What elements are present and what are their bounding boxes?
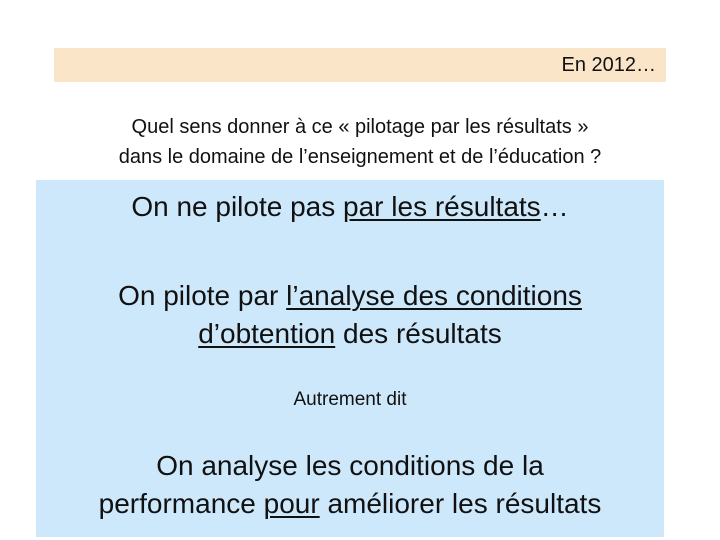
answer-panel (36, 180, 664, 537)
statement-one-underlined: par les résultats (343, 191, 541, 222)
date-banner-text: En 2012… (561, 53, 656, 76)
statement-two-line-1-before: On pilote par (118, 280, 287, 311)
statement-three-line-2-underlined: pour (263, 488, 320, 519)
question-block (0, 112, 720, 172)
statement-two-line-1-underlined: l’analyse des conditions (286, 280, 582, 311)
question-line-1: Quel sens donner à ce « pilotage par les résultats » (131, 116, 589, 138)
statement-three-line-1: On analyse les conditions de la (156, 450, 544, 481)
statement-two-line-1 (36, 277, 664, 315)
statement-two-line-2-underlined: d’obtention (198, 318, 336, 349)
statement-two (36, 277, 664, 353)
statement-three (36, 447, 664, 523)
statement-one-after: … (540, 191, 569, 222)
statement-two-line-2 (36, 315, 664, 353)
statement-three-line-2 (36, 485, 664, 523)
statement-three-line-2-before: performance (98, 488, 264, 519)
statement-one (36, 188, 664, 226)
aside-text: Autrement dit (293, 389, 407, 410)
statement-one-before: On ne pilote pas (131, 191, 344, 222)
question-line-2: dans le domaine de l’enseignement et de l’éducation ? (118, 146, 602, 168)
date-banner (54, 48, 666, 82)
statement-three-line-2-after: améliorer les résultats (319, 488, 602, 519)
statement-two-line-2-after: des résultats (335, 318, 502, 349)
